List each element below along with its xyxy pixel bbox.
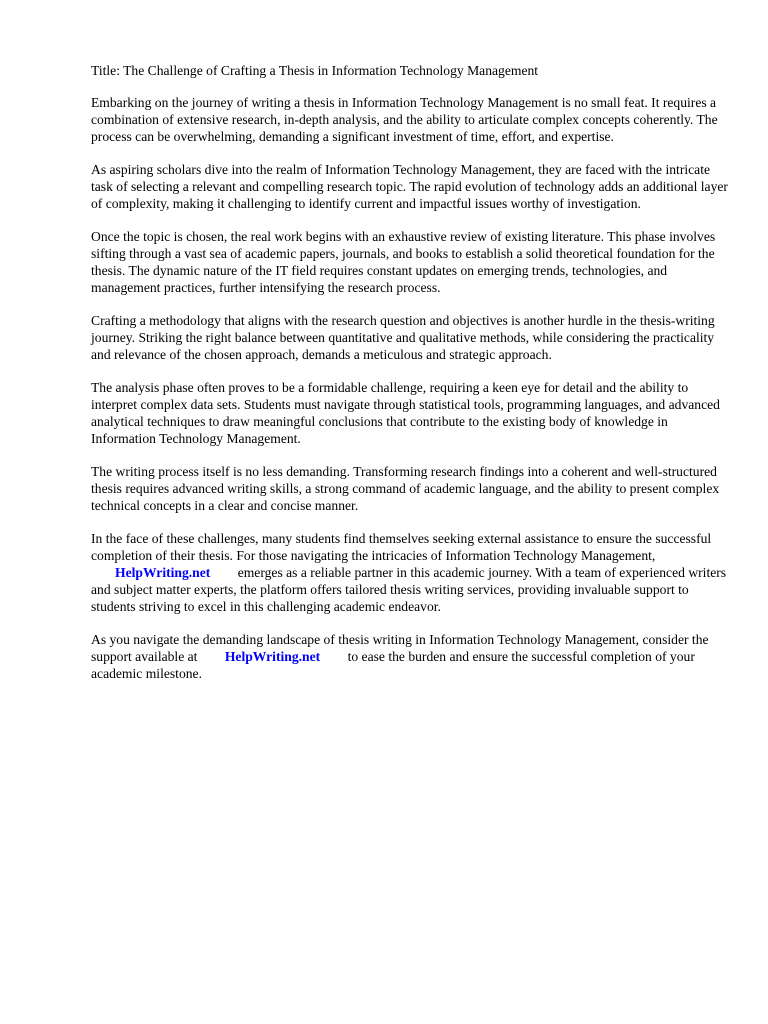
helpwriting-link-conclusion[interactable]: HelpWriting.net: [224, 649, 321, 664]
paragraph-analysis: The analysis phase often proves to be a formidable challenge, requiring a keen eye for detail and the ability to interpret complex data sets. Students must navigate through statistical tools, programming languages, and advanced analytical techniques to draw meaningful conclusions that contribute to the existing body of knowledge in Information Technology Management.: [91, 380, 720, 446]
paragraph-conclusion-text-before: As you navigate the demanding landscape of thesis writing in Information Technology Management, consider the support available at: [91, 632, 709, 664]
paragraph-writing-process: The writing process itself is no less demanding. Transforming research findings into a coherent and well-structured thesis requires advanced writing skills, a strong command of academic language, and the ability to present complex technical concepts in a clear and concise manner.: [91, 464, 720, 513]
paragraph-intro: Embarking on the journey of writing a thesis in Information Technology Management is no small feat. It requires a combination of extensive research, in-depth analysis, and the ability to articulate complex concepts coherently. The process can be overwhelming, demanding a significant investment of time, effort, and expertise.: [91, 95, 718, 144]
paragraph-topic-selection: As aspiring scholars dive into the realm of Information Technology Management, they are faced with the intricate task of selecting a relevant and compelling research topic. The rapid evolution of technology adds an additional layer of complexity, making it challenging to identify current and impactful issues worthy of investigation.: [91, 162, 728, 211]
paragraph-conclusion: [91, 631, 731, 682]
paragraph-external-assistance-text-after: emerges as a reliable partner in this academic journey. With a team of experienced writers and subject matter experts, the platform offers tailored thesis writing services, providing invaluable support to students striving to excel in this challenging academic endeavor.: [91, 565, 727, 614]
paragraph-external-assistance-text-before: In the face of these challenges, many students find themselves seeking external assistance to ensure the successful completion of their thesis. For those navigating the intricacies of Information Technology Management,: [91, 531, 712, 563]
paragraph-methodology: Crafting a methodology that aligns with the research question and objectives is another hurdle in the thesis-writing journey. Striking the right balance between quantitative and qualitative methods, while considering the practicality and relevance of the chosen approach, demands a meticulous and strategic approach.: [91, 313, 715, 362]
paragraph-external-assistance: [91, 530, 731, 615]
paragraph-conclusion-text-after: to ease the burden and ensure the successful completion of your academic milestone.: [91, 649, 695, 681]
helpwriting-link[interactable]: HelpWriting.net: [115, 565, 211, 580]
document-title: Title: The Challenge of Crafting a Thesis in Information Technology Management: [91, 63, 539, 78]
paragraph-literature-review: Once the topic is chosen, the real work begins with an exhaustive review of existing literature. This phase involves sifting through a vast sea of academic papers, journals, and books to establish a solid theoretical foundation for the thesis. The dynamic nature of the IT field requires constant updates on emerging trends, technologies, and management practices, further intensifying the research process.: [91, 229, 716, 295]
document-page: [91, 62, 731, 698]
